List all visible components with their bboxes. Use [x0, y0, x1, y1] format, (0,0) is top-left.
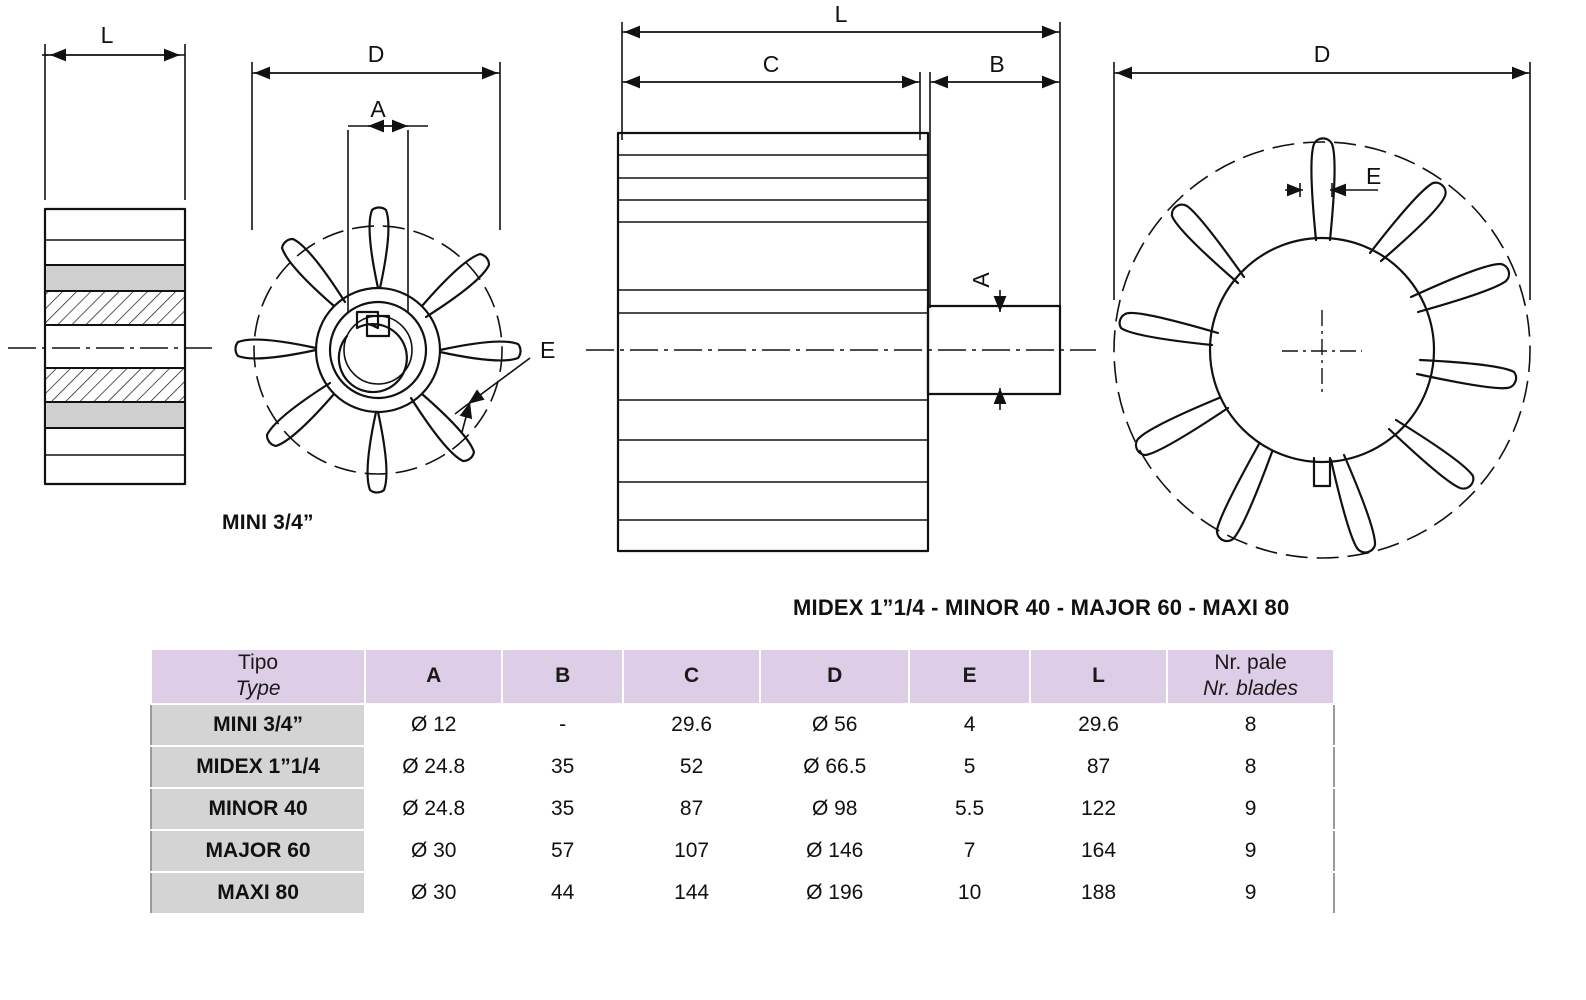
cell-l: 122: [1030, 788, 1167, 830]
cell-blades: 9: [1167, 788, 1334, 830]
cell-l: 29.6: [1030, 704, 1167, 746]
cell-b: 35: [502, 746, 623, 788]
dim-label-D-left: D: [367, 41, 385, 67]
col-header-a: A: [365, 649, 502, 704]
midex-side-view: [586, 1, 1096, 551]
col-header-b: B: [502, 649, 623, 704]
cell-a: Ø 30: [365, 830, 502, 872]
cell-d: Ø 56: [760, 704, 909, 746]
cell-c: 87: [623, 788, 760, 830]
spec-table-body: [151, 704, 1334, 914]
table-header-row: [151, 649, 1334, 704]
cell-blades: 9: [1167, 872, 1334, 914]
cell-a: Ø 24.8: [365, 788, 502, 830]
cell-d: Ø 98: [760, 788, 909, 830]
cell-l: 87: [1030, 746, 1167, 788]
table-row: [151, 704, 1334, 746]
col-header-type: [151, 649, 365, 704]
dim-label-C-mid: C: [762, 51, 780, 77]
cell-b: 35: [502, 788, 623, 830]
cell-l: 164: [1030, 830, 1167, 872]
cell-blades: 8: [1167, 746, 1334, 788]
cell-a: Ø 24.8: [365, 746, 502, 788]
dim-label-L-mid: L: [834, 1, 848, 27]
mini-front-view: [235, 41, 555, 493]
col-header-c: C: [623, 649, 760, 704]
cell-e: 5.5: [909, 788, 1030, 830]
table-row: [151, 788, 1334, 830]
cell-d: Ø 196: [760, 872, 909, 914]
spec-table-container: [150, 648, 1335, 915]
midex-front-view: [1114, 41, 1530, 558]
cell-c: 29.6: [623, 704, 760, 746]
col-header-type-it: Tipo: [238, 651, 279, 674]
cell-type: MAJOR 60: [151, 830, 365, 872]
cell-b: 44: [502, 872, 623, 914]
cell-d: Ø 66.5: [760, 746, 909, 788]
caption-midex: MIDEX 1”1/4 - MINOR 40 - MAJOR 60 - MAXI 80: [793, 595, 1290, 620]
cell-d: Ø 146: [760, 830, 909, 872]
dim-label-B-mid: B: [989, 51, 1005, 77]
col-header-blades: [1167, 649, 1334, 704]
mini-section-view: [8, 22, 218, 484]
cell-blades: 8: [1167, 704, 1334, 746]
cell-b: 57: [502, 830, 623, 872]
col-header-l: L: [1030, 649, 1167, 704]
dim-label-D-right: D: [1313, 41, 1331, 67]
cell-blades: 9: [1167, 830, 1334, 872]
col-header-blades-it: Nr. pale: [1214, 651, 1287, 674]
cell-c: 144: [623, 872, 760, 914]
table-row: [151, 872, 1334, 914]
cell-e: 10: [909, 872, 1030, 914]
cell-c: 107: [623, 830, 760, 872]
cell-type: MINI 3/4”: [151, 704, 365, 746]
cell-c: 52: [623, 746, 760, 788]
spec-table: [150, 648, 1335, 915]
table-row: [151, 746, 1334, 788]
cell-type: MAXI 80: [151, 872, 365, 914]
cell-type: MINOR 40: [151, 788, 365, 830]
col-header-blades-en: Nr. blades: [1203, 677, 1299, 701]
dim-label-A-left: A: [370, 96, 386, 122]
col-header-d: D: [760, 649, 909, 704]
dim-label-A-mid: A: [968, 272, 994, 288]
spec-table-head: [151, 649, 1334, 704]
cell-type: MIDEX 1”1/4: [151, 746, 365, 788]
cell-l: 188: [1030, 872, 1167, 914]
cell-b: -: [502, 704, 623, 746]
caption-mini: MINI 3/4”: [222, 511, 314, 534]
cell-e: 5: [909, 746, 1030, 788]
dim-label-E-left: E: [540, 337, 556, 363]
col-header-e: E: [909, 649, 1030, 704]
dim-label-E-right: E: [1366, 163, 1382, 189]
col-header-type-en: Type: [235, 677, 281, 701]
dim-label-L-left: L: [100, 22, 114, 48]
table-row: [151, 830, 1334, 872]
cell-a: Ø 30: [365, 872, 502, 914]
cell-a: Ø 12: [365, 704, 502, 746]
cell-e: 7: [909, 830, 1030, 872]
cell-e: 4: [909, 704, 1030, 746]
